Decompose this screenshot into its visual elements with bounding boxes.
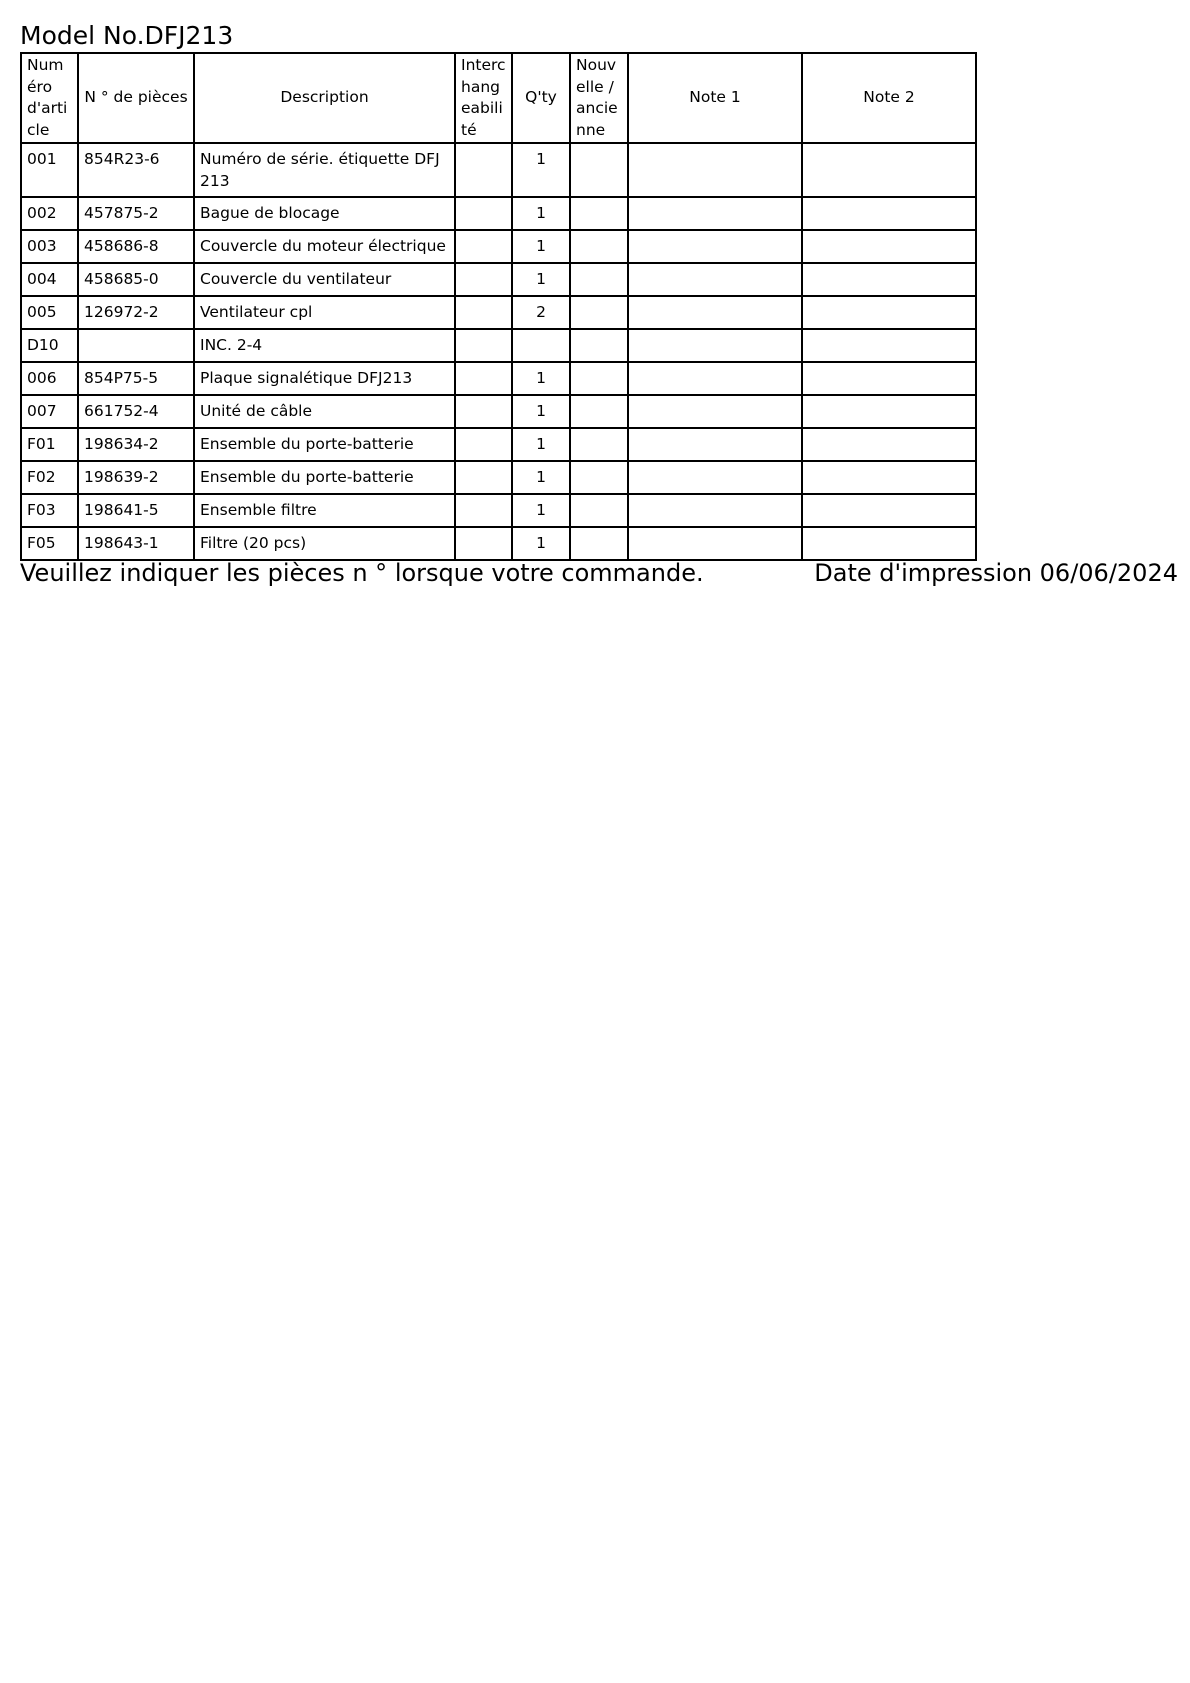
- cell-description: Ventilateur cpl: [194, 296, 455, 329]
- cell-interchangeability: [455, 494, 512, 527]
- cell-new-old: [570, 197, 628, 230]
- cell-note1: [628, 296, 802, 329]
- cell-part-no: 198634-2: [78, 428, 194, 461]
- table-row: [21, 362, 976, 395]
- table-row: [21, 395, 976, 428]
- cell-part-no: [78, 329, 194, 362]
- cell-description: Couvercle du ventilateur: [194, 263, 455, 296]
- cell-interchangeability: [455, 461, 512, 494]
- cell-qty: 1: [512, 197, 570, 230]
- cell-description: Bague de blocage: [194, 197, 455, 230]
- parts-table: [20, 52, 977, 561]
- cell-interchangeability: [455, 143, 512, 197]
- cell-interchangeability: [455, 197, 512, 230]
- cell-note1: [628, 263, 802, 296]
- table-row: [21, 329, 976, 362]
- cell-description: Ensemble du porte-batterie: [194, 428, 455, 461]
- table-header-row: [21, 53, 976, 143]
- cell-description: Ensemble filtre: [194, 494, 455, 527]
- cell-interchangeability: [455, 230, 512, 263]
- header-new-old: Nouvelle / ancienne: [570, 53, 628, 143]
- cell-note2: [802, 362, 976, 395]
- table-body: [21, 143, 976, 560]
- cell-note1: [628, 494, 802, 527]
- cell-interchangeability: [455, 362, 512, 395]
- cell-qty: 1: [512, 362, 570, 395]
- cell-new-old: [570, 143, 628, 197]
- cell-qty: [512, 329, 570, 362]
- cell-item-no: 001: [21, 143, 78, 197]
- cell-note1: [628, 461, 802, 494]
- header-part-no: N ° de pièces: [78, 53, 194, 143]
- cell-description: Filtre (20 pcs): [194, 527, 455, 560]
- header-item-no: Numéro d'article: [21, 53, 78, 143]
- cell-description: Plaque signalétique DFJ213: [194, 362, 455, 395]
- cell-note1: [628, 197, 802, 230]
- cell-note2: [802, 143, 976, 197]
- table-row: [21, 461, 976, 494]
- cell-new-old: [570, 230, 628, 263]
- cell-note1: [628, 143, 802, 197]
- table-row: [21, 143, 976, 197]
- cell-new-old: [570, 527, 628, 560]
- cell-new-old: [570, 362, 628, 395]
- document-title: Model No.DFJ213: [20, 21, 234, 50]
- table-row: [21, 527, 976, 560]
- header-qty: Q'ty: [512, 53, 570, 143]
- cell-note1: [628, 428, 802, 461]
- cell-note2: [802, 527, 976, 560]
- cell-note2: [802, 494, 976, 527]
- cell-description: Numéro de série. étiquette DFJ213: [194, 143, 455, 197]
- print-date: Date d'impression 06/06/2024: [814, 559, 1178, 587]
- cell-note2: [802, 296, 976, 329]
- cell-item-no: F05: [21, 527, 78, 560]
- cell-new-old: [570, 395, 628, 428]
- cell-note2: [802, 329, 976, 362]
- cell-description: Ensemble du porte-batterie: [194, 461, 455, 494]
- cell-note2: [802, 230, 976, 263]
- cell-item-no: D10: [21, 329, 78, 362]
- table-row: [21, 296, 976, 329]
- cell-interchangeability: [455, 527, 512, 560]
- cell-note2: [802, 395, 976, 428]
- cell-note1: [628, 527, 802, 560]
- header-note1: Note 1: [628, 53, 802, 143]
- cell-part-no: 661752-4: [78, 395, 194, 428]
- cell-part-no: 126972-2: [78, 296, 194, 329]
- cell-description: Unité de câble: [194, 395, 455, 428]
- table-row: [21, 263, 976, 296]
- table-row: [21, 230, 976, 263]
- cell-part-no: 198639-2: [78, 461, 194, 494]
- cell-part-no: 854R23-6: [78, 143, 194, 197]
- table-row: [21, 428, 976, 461]
- cell-item-no: 005: [21, 296, 78, 329]
- header-note2: Note 2: [802, 53, 976, 143]
- cell-note2: [802, 428, 976, 461]
- cell-qty: 1: [512, 428, 570, 461]
- cell-part-no: 854P75-5: [78, 362, 194, 395]
- cell-qty: 1: [512, 263, 570, 296]
- cell-new-old: [570, 296, 628, 329]
- cell-new-old: [570, 461, 628, 494]
- cell-interchangeability: [455, 263, 512, 296]
- cell-qty: 2: [512, 296, 570, 329]
- cell-interchangeability: [455, 428, 512, 461]
- cell-note1: [628, 230, 802, 263]
- header-description: Description: [194, 53, 455, 143]
- cell-qty: 1: [512, 395, 570, 428]
- cell-description: INC. 2-4: [194, 329, 455, 362]
- cell-new-old: [570, 494, 628, 527]
- cell-interchangeability: [455, 395, 512, 428]
- cell-part-no: 198643-1: [78, 527, 194, 560]
- cell-item-no: 002: [21, 197, 78, 230]
- order-instruction: Veuillez indiquer les pièces n ° lorsque votre commande.: [20, 559, 704, 587]
- cell-new-old: [570, 329, 628, 362]
- header-interchangeability: Interchangeabilité: [455, 53, 512, 143]
- cell-new-old: [570, 428, 628, 461]
- cell-interchangeability: [455, 329, 512, 362]
- cell-note1: [628, 362, 802, 395]
- cell-item-no: F01: [21, 428, 78, 461]
- cell-part-no: 198641-5: [78, 494, 194, 527]
- cell-qty: 1: [512, 143, 570, 197]
- cell-qty: 1: [512, 527, 570, 560]
- cell-interchangeability: [455, 296, 512, 329]
- cell-item-no: 006: [21, 362, 78, 395]
- cell-item-no: F02: [21, 461, 78, 494]
- cell-item-no: F03: [21, 494, 78, 527]
- cell-note2: [802, 197, 976, 230]
- cell-item-no: 007: [21, 395, 78, 428]
- cell-new-old: [570, 263, 628, 296]
- table-row: [21, 197, 976, 230]
- cell-note1: [628, 395, 802, 428]
- cell-description: Couvercle du moteur électrique: [194, 230, 455, 263]
- table-row: [21, 494, 976, 527]
- cell-part-no: 458686-8: [78, 230, 194, 263]
- cell-part-no: 457875-2: [78, 197, 194, 230]
- cell-note2: [802, 263, 976, 296]
- cell-part-no: 458685-0: [78, 263, 194, 296]
- cell-note1: [628, 329, 802, 362]
- cell-item-no: 003: [21, 230, 78, 263]
- cell-qty: 1: [512, 230, 570, 263]
- cell-qty: 1: [512, 494, 570, 527]
- cell-note2: [802, 461, 976, 494]
- cell-qty: 1: [512, 461, 570, 494]
- cell-item-no: 004: [21, 263, 78, 296]
